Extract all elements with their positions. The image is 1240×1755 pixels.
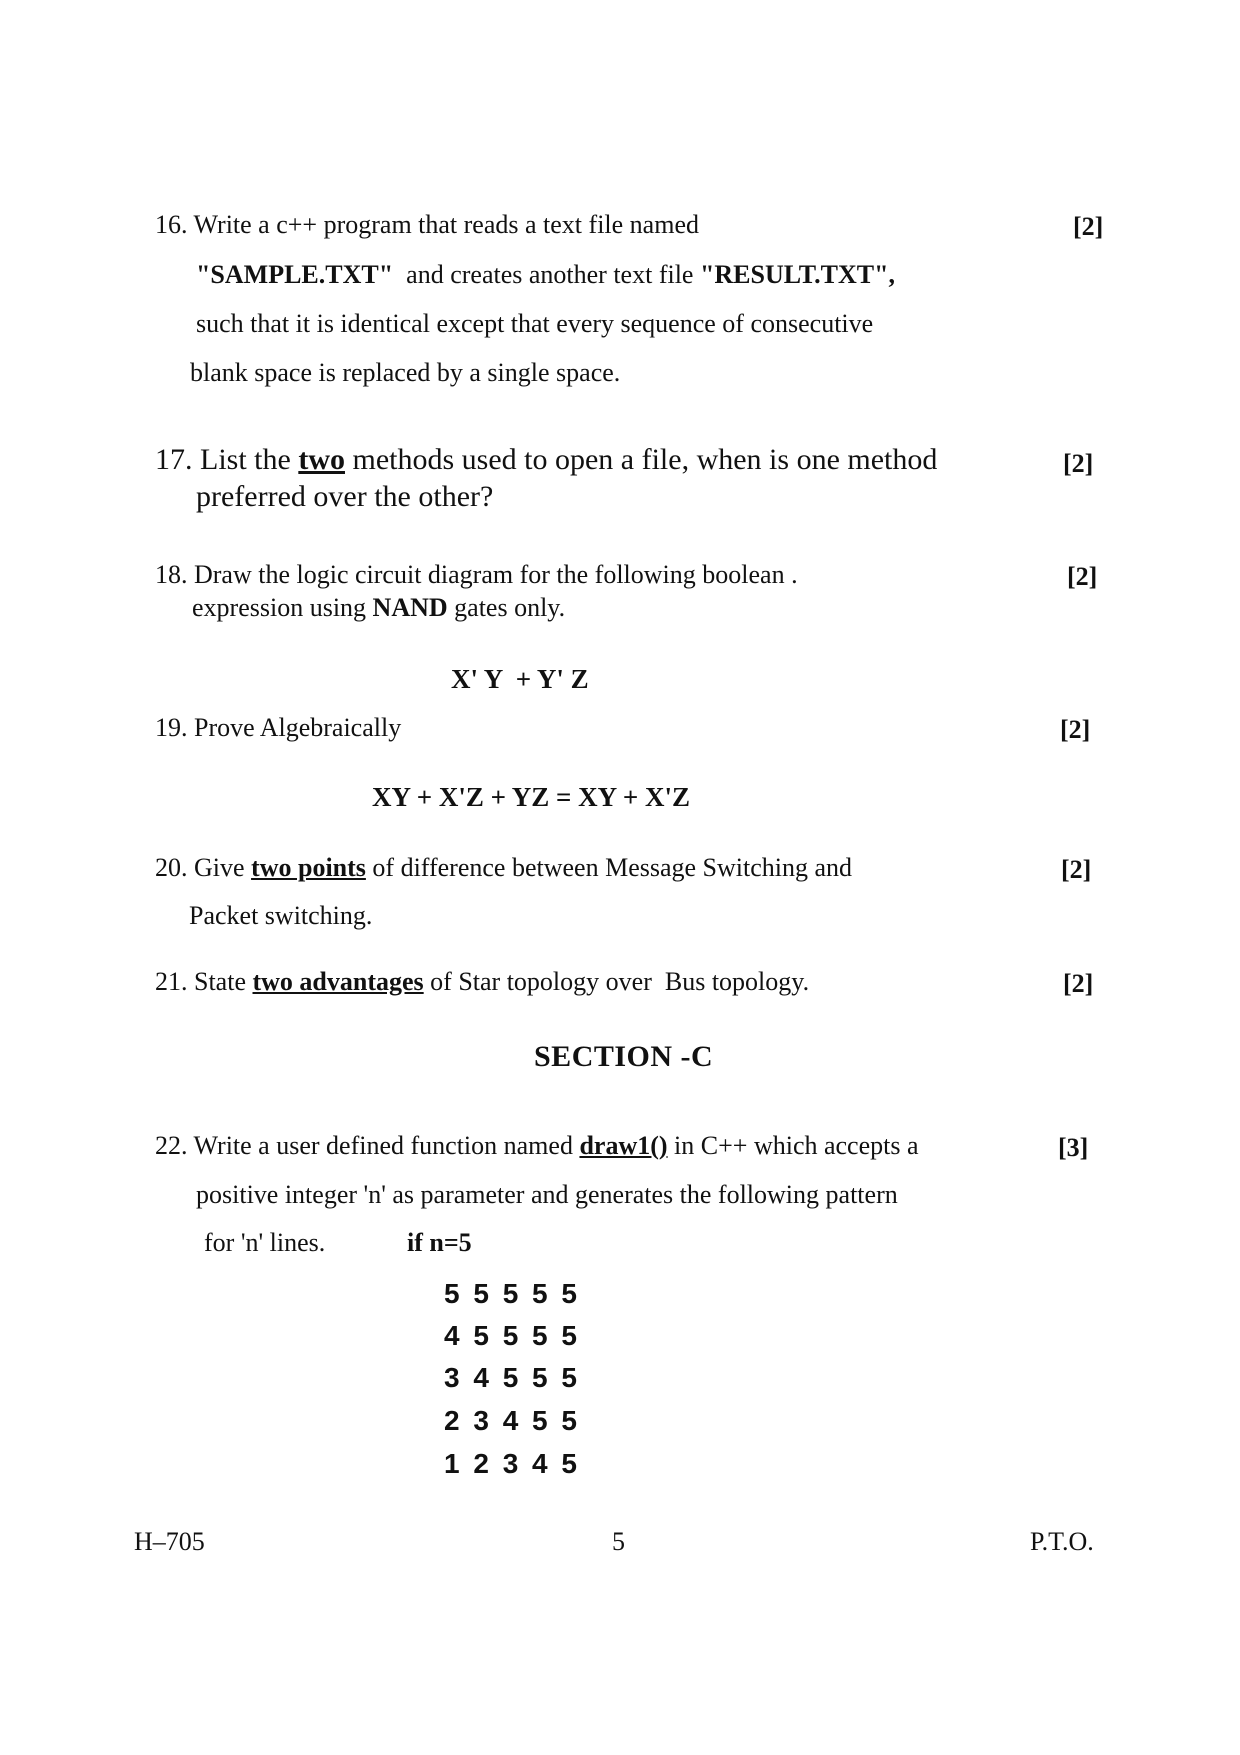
q18-number: 18. xyxy=(155,560,188,589)
q19-marks: [2] xyxy=(1060,715,1091,744)
q22-text-post: in C++ which accepts a xyxy=(674,1131,919,1160)
q18-text-pre: expression using xyxy=(192,593,367,622)
pattern-row-3: 3 4 5 5 5 xyxy=(444,1362,580,1393)
q16-text-line1: Write a c++ program that reads a text file named xyxy=(193,210,699,239)
q22-line2: positive integer 'n' as parameter and generates the following pattern xyxy=(196,1180,898,1209)
pattern-row-2: 4 5 5 5 5 xyxy=(444,1320,580,1351)
q20-line1 xyxy=(155,853,852,883)
q22-text-pre: Write a user defined function named xyxy=(193,1131,573,1160)
q18-line2 xyxy=(192,593,565,623)
q17-marks: [2] xyxy=(1063,449,1094,478)
q17-text-post: methods used to open a file, when is one method xyxy=(352,443,938,476)
q17-line1 xyxy=(155,443,937,477)
q16-marks: [2] xyxy=(1073,212,1104,241)
q22-line3 xyxy=(204,1228,325,1258)
q19-expression: XY + X'Z + YZ = XY + X'Z xyxy=(372,782,691,812)
q20-text-pre: Give xyxy=(194,853,245,882)
section-c-heading: SECTION -C xyxy=(534,1040,714,1073)
q18-text-post: gates only. xyxy=(454,593,566,622)
q16-number: 16. xyxy=(155,210,188,239)
q20-line2: Packet switching. xyxy=(189,901,373,930)
q22-if-n: if n=5 xyxy=(407,1228,472,1257)
q22-line1 xyxy=(155,1131,919,1161)
q16-line3: such that it is identical except that every sequence of consecutive xyxy=(196,309,874,338)
q19-text: Prove Algebraically xyxy=(194,713,402,742)
q16-line4: blank space is replaced by a single space. xyxy=(190,358,621,387)
q21-text-post: of Star topology over Bus topology. xyxy=(430,967,810,996)
q21-text-pre: State xyxy=(194,967,246,996)
q20-text-post: of difference between Message Switching and xyxy=(372,853,853,882)
q18-line1 xyxy=(155,560,798,590)
q17-emphasis: two xyxy=(298,443,345,476)
q20-number: 20. xyxy=(155,853,188,882)
q17-number: 17. xyxy=(155,443,193,476)
q21-marks: [2] xyxy=(1063,969,1094,998)
q22-for-n-lines: for 'n' lines. xyxy=(204,1228,326,1257)
footer-page-number: 5 xyxy=(612,1527,625,1556)
q18-expression: X' Y + Y' Z xyxy=(451,664,589,694)
q22-marks: [3] xyxy=(1058,1133,1089,1162)
q22-emphasis: draw1() xyxy=(579,1131,668,1160)
q21-number: 21. xyxy=(155,967,188,996)
q21-line1 xyxy=(155,967,809,997)
q22-number: 22. xyxy=(155,1131,188,1160)
q17-line2: preferred over the other? xyxy=(196,480,494,513)
q16-line1 xyxy=(155,210,699,240)
pattern-row-1: 5 5 5 5 5 xyxy=(444,1278,580,1309)
q20-marks: [2] xyxy=(1061,855,1092,884)
q16-line2 xyxy=(196,260,895,290)
q16-file-out: "RESULT.TXT", xyxy=(699,260,896,289)
q21-emphasis: two advantages xyxy=(252,967,424,996)
q20-emphasis: two points xyxy=(251,853,366,882)
q18-emphasis: NAND xyxy=(372,593,448,622)
q19-number: 19. xyxy=(155,713,188,742)
q17-text-pre: List the xyxy=(200,443,291,476)
footer-paper-code: H–705 xyxy=(134,1527,205,1556)
footer-pto: P.T.O. xyxy=(1030,1527,1094,1556)
q18-text-line1: Draw the logic circuit diagram for the following boolean . xyxy=(194,560,798,589)
pattern-row-5: 1 2 3 4 5 xyxy=(444,1448,580,1479)
q16-file-in: "SAMPLE.TXT" xyxy=(196,260,394,289)
q16-text-line2: and creates another text file xyxy=(406,260,694,289)
q18-marks: [2] xyxy=(1067,562,1098,591)
pattern-row-4: 2 3 4 5 5 xyxy=(444,1405,580,1436)
q19-line1 xyxy=(155,713,401,743)
